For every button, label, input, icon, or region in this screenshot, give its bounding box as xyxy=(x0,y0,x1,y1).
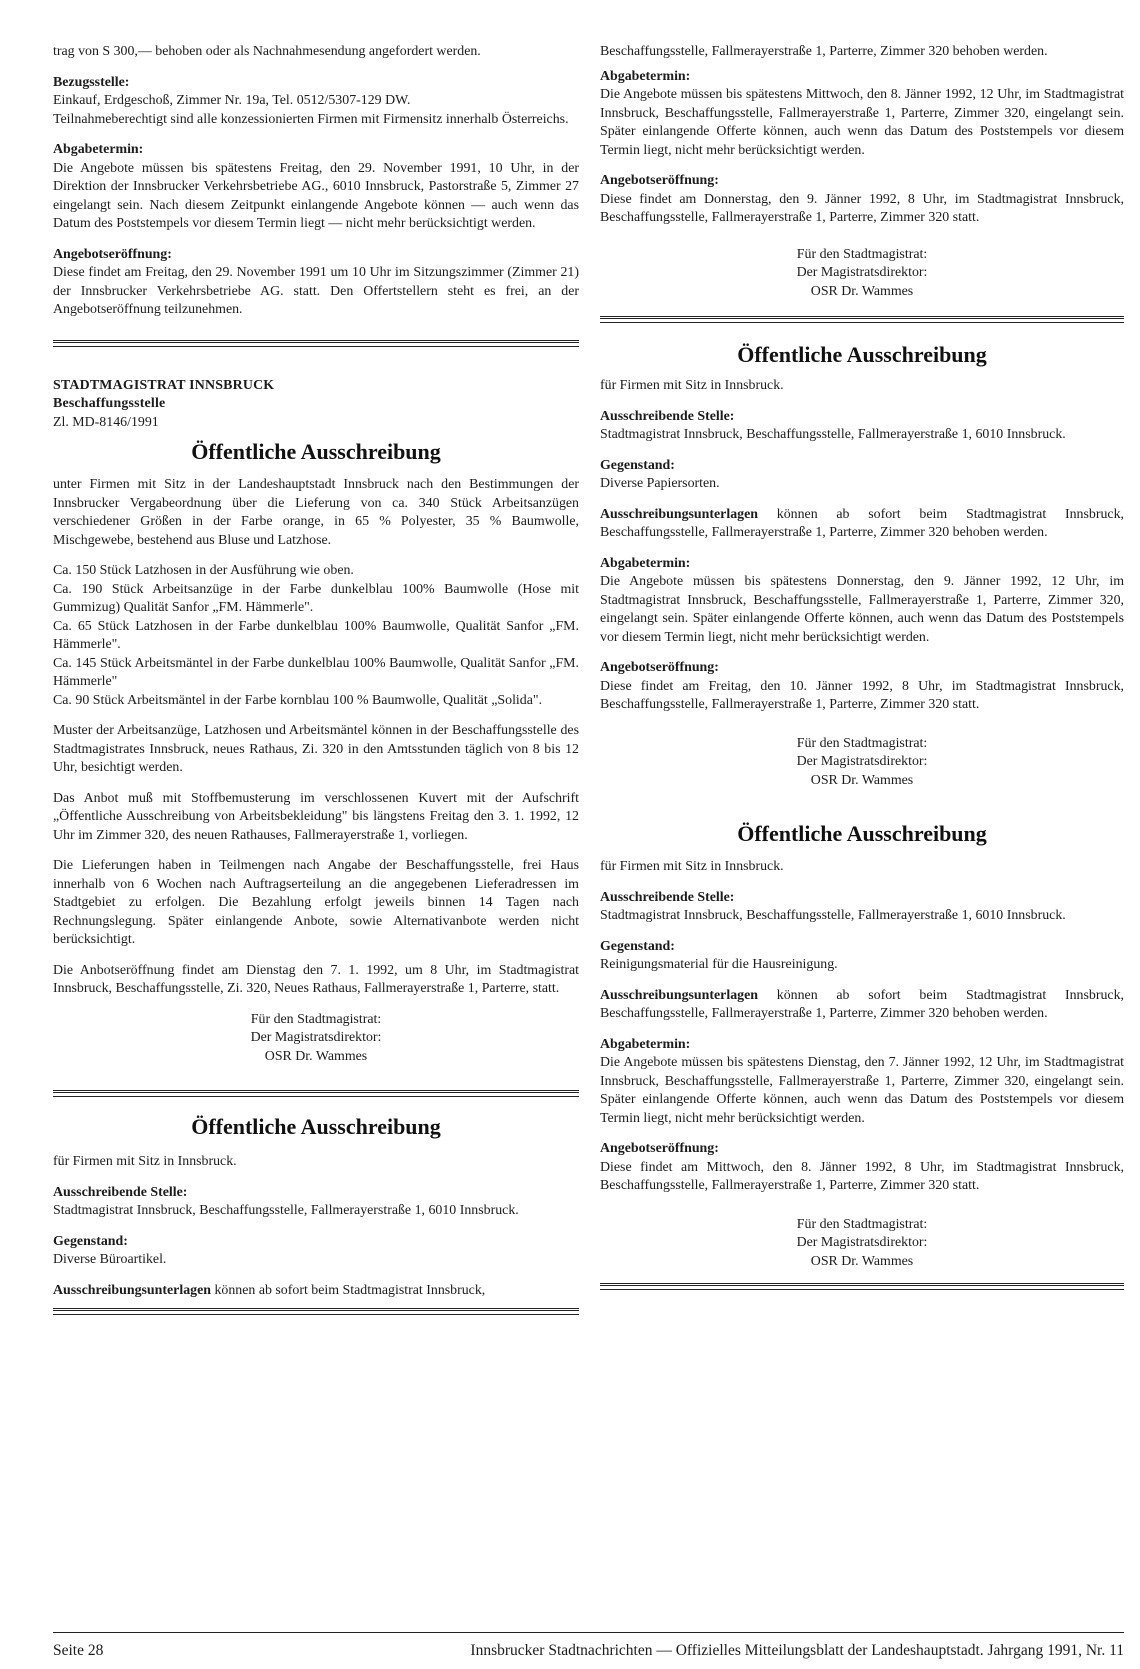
paragraph-muster: Muster der Arbeitsanzüge, Latzhosen und Arbeitsmäntel können in der Beschaffungsstelle des Stadtmagistrates Innsbruck, neues Rathaus, Zi. 320 in den Amtsstunden täglich von 8 bis 12 Uhr, besichtigt werden. xyxy=(53,723,579,775)
divider xyxy=(600,316,1124,323)
gegenstand-section xyxy=(53,1233,579,1270)
signature-line: Für den Stadtmagistrat: xyxy=(796,735,928,751)
signature-name: OSR Dr. Wammes xyxy=(810,1253,914,1269)
signature-name: OSR Dr. Wammes xyxy=(810,772,914,788)
section-text: Die Angebote müssen bis spätestens Dienstag, den 7. Jänner 1992, 12 Uhr, im Stadtmagistrat Innsbruck, Beschaffungsstelle, Fallmerayerstraße 1, Parterre, Zimmer 320, eingelangt sein. Später einlangende Offerte können, auch wenn das Datum des Poststempels vor diesem Termin liegt, nicht mehr berücksichtigt werden. xyxy=(600,1055,1124,1126)
section-text: Die Angebote müssen bis spätestens Donnerstag, den 9. Jänner 1992, 12 Uhr, im Stadtmagistrat Innsbruck, Beschaffungsstelle, Fallmerayerstraße 1, Parterre, Zimmer 320, eingelangt sein. Später einlangende Offerte können, auch wenn das Datum des Poststempels vor diesem Termin liegt, nicht mehr berücksichtigt werden. xyxy=(600,574,1124,645)
inline-text: können ab sofort beim Stadtmagistrat Innsbruck, Beschaffungsstelle, Fallmerayerstraße 1, Parterre, Zimmer 320 behoben werden. xyxy=(600,506,1124,540)
section-heading: Ausschreibende Stelle: xyxy=(600,408,735,424)
ausschreibende-stelle-section xyxy=(53,1184,579,1221)
notice-intro: für Firmen mit Sitz in Innsbruck. xyxy=(600,378,784,393)
notice-title: Öffentliche Ausschreibung xyxy=(737,342,987,367)
inline-heading: Ausschreibungsunterlagen xyxy=(600,987,758,1003)
page-number: Seite 28 xyxy=(53,1642,104,1659)
section-heading: Abgabetermin: xyxy=(600,555,691,571)
notice-title: Öffentliche Ausschreibung xyxy=(191,1114,441,1139)
section-heading: Bezugsstelle: xyxy=(53,74,130,90)
section-text: Stadtmagistrat Innsbruck, Beschaffungsstelle, Fallmerayerstraße 1, 6010 Innsbruck. xyxy=(53,1203,519,1218)
section-text: Diese findet am Donnerstag, den 9. Jänner 1992, 8 Uhr, im Stadtmagistrat Innsbruck, Beschaffungsstelle, Fallmerayerstraße 1, Parterre, Zimmer 320 statt. xyxy=(600,191,1124,225)
paragraph-anbotseroeffnung: Die Anbotseröffnung findet am Dienstag den 7. 1. 1992, um 8 Uhr, im Stadtmagistrat Innsbruck, Beschaffungsstelle, Zi. 320, Neues Rathaus, Fallmerayerstraße 1, Parterre, statt. xyxy=(53,962,579,996)
inline-heading: Ausschreibungsunterlagen xyxy=(600,506,758,522)
department-name: Beschaffungsstelle xyxy=(53,396,166,411)
section-text: Stadtmagistrat Innsbruck, Beschaffungsstelle, Fallmerayerstraße 1, 6010 Innsbruck. xyxy=(600,427,1066,442)
section-heading: Angebotseröffnung: xyxy=(600,173,719,188)
paragraph-lieferung: Die Lieferungen haben in Teilmengen nach Angabe der Beschaffungsstelle, frei Haus innerhalb von 6 Wochen nach Auftragserteilung an die angegebenen Lieferadressen im Stadtgebiet zu erfolgen. Die Bezahlung erfolgt jeweils binnen 14 Tagen nach Rechnungslegung. Später einlangende Anbote, sowie Alternativanbote werden nicht berücksichtigt. xyxy=(53,858,579,947)
section-text: Diverse Papiersorten. xyxy=(600,476,720,491)
list-item: Ca. 190 Stück Arbeitsanzüge in der Farbe dunkelblau 100% Baumwolle (Hose mit Gummizug) Qualität Sanfor „FM. Hämmerle". xyxy=(53,581,579,615)
angebotseroeffnung-section xyxy=(600,1140,1124,1196)
abgabetermin-section xyxy=(600,555,1124,648)
abgabetermin-section xyxy=(600,68,1124,161)
continued-text: trag von S 300,— behoben oder als Nachnahmesendung angefordert werden. xyxy=(53,44,481,59)
signature-block xyxy=(53,1011,579,1067)
footer-rule xyxy=(53,1632,1124,1633)
divider xyxy=(53,340,579,347)
signature-line: Für den Stadtmagistrat: xyxy=(796,246,928,262)
section-text: Diese findet am Freitag, den 29. November 1991 um 10 Uhr im Sitzungszimmer (Zimmer 21) der Innsbrucker Verkehrsbetriebe AG. statt. Den Offertstellern steht es frei, an der Angebotseröffnung teilzunehmen. xyxy=(53,265,579,317)
notice-title: Öffentliche Ausschreibung xyxy=(737,821,987,846)
angebotseroeffnung-section xyxy=(600,172,1124,228)
signature-block xyxy=(600,735,1124,791)
list-item: Ca. 145 Stück Arbeitsmäntel in der Farbe dunkelblau 100% Baumwolle, Qualität Sanfor „FM. Hämmerle" xyxy=(53,655,579,689)
ausschreibungsunterlagen-text xyxy=(600,987,1124,1024)
gegenstand-section xyxy=(600,457,1124,494)
section-text: Reinigungsmaterial für die Hausreinigung. xyxy=(600,957,838,972)
signature-line: Der Magistratsdirektor: xyxy=(796,265,928,280)
signature-line: Für den Stadtmagistrat: xyxy=(250,1011,382,1027)
section-text: Diese findet am Mittwoch, den 8. Jänner 1992, 8 Uhr, im Stadtmagistrat Innsbruck, Beschaffungsstelle, Fallmerayerstraße 1, Parterre, Zimmer 320 statt. xyxy=(600,1159,1124,1193)
organization-name: STADTMAGISTRAT INNSBRUCK xyxy=(53,377,275,393)
signature-name: OSR Dr. Wammes xyxy=(264,1048,368,1064)
reference-number: Zl. MD-8146/1991 xyxy=(53,414,159,430)
signature-line: Der Magistratsdirektor: xyxy=(796,754,928,769)
angebotseroeffnung-section xyxy=(53,246,579,320)
section-text: Die Angebote müssen bis spätestens Freitag, den 29. November 1991, 10 Uhr, in der Direktion der Innsbrucker Verkehrsbetriebe AG., 6010 Innsbruck, Pastorstraße 5, Zimmer 27 eingelangt sein. Nach diesem Zeitpunkt einlangende Angebote können — auch wenn das Datum des Poststempels vor diesem Termin liegt — nicht mehr berücksichtigt werden. xyxy=(53,160,579,231)
section-heading: Abgabetermin: xyxy=(53,142,144,157)
section-heading: Ausschreibende Stelle: xyxy=(53,1184,188,1200)
inline-text: können ab sofort beim Stadtmagistrat Innsbruck, xyxy=(210,1282,486,1298)
section-heading: Gegenstand: xyxy=(600,938,675,954)
abgabetermin-section xyxy=(53,141,579,234)
section-heading: Gegenstand: xyxy=(600,457,675,473)
gegenstand-section xyxy=(600,938,1124,975)
signature-line: Für den Stadtmagistrat: xyxy=(796,1216,928,1232)
notice-intro: für Firmen mit Sitz in Innsbruck. xyxy=(53,1154,237,1169)
section-text: Stadtmagistrat Innsbruck, Beschaffungsstelle, Fallmerayerstraße 1, 6010 Innsbruck. xyxy=(600,908,1066,923)
notice-title: Öffentliche Ausschreibung xyxy=(191,439,441,464)
paragraph-anbot: Das Anbot muß mit Stoffbemusterung im verschlossenen Kuvert mit der Aufschrift „Öffentliche Ausschreibung von Arbeitsbekleidung" bis längstens Freitag den 3. 1. 1992, 12 Uhr im Zimmer 320, des neuen Rathauses, Fallmerayerstraße 1, vorliegen. xyxy=(53,790,579,843)
section-text: Diese findet am Freitag, den 10. Jänner 1992, 8 Uhr, im Stadtmagistrat Innsbruck, Beschaffungsstelle, Fallmerayerstraße 1, Parterre, Zimmer 320 statt. xyxy=(600,678,1124,712)
ausschreibungsunterlagen-text xyxy=(53,1282,579,1301)
section-heading: Gegenstand: xyxy=(53,1233,128,1249)
left-column xyxy=(53,43,579,1315)
publication-line: Innsbrucker Stadtnachrichten — Offizielles Mitteilungsblatt der Landeshauptstadt. Jahrgang 1991, Nr. 11 xyxy=(470,1642,1124,1659)
divider xyxy=(53,1090,579,1097)
section-heading: Angebotseröffnung: xyxy=(53,246,172,262)
continued-text: Beschaffungsstelle, Fallmerayerstraße 1, Parterre, Zimmer 320 behoben werden. xyxy=(600,44,1048,59)
notice-intro: für Firmen mit Sitz in Innsbruck. xyxy=(600,859,784,874)
section-heading: Angebotseröffnung: xyxy=(600,660,719,675)
section-heading: Ausschreibende Stelle: xyxy=(600,889,735,905)
signature-line: Der Magistratsdirektor: xyxy=(250,1030,382,1045)
bezugsstelle-section xyxy=(53,74,579,130)
section-text: Die Angebote müssen bis spätestens Mittwoch, den 8. Jänner 1992, 12 Uhr, im Stadtmagistrat Innsbruck, Beschaffungsstelle, Fallmerayerstraße 1, Parterre, Zimmer 320, eingelangt sein. Später einlangende Offerte können, auch wenn das Datum des Poststempels vor diesem Termin liegt, nicht mehr berücksichtigt werden. xyxy=(600,87,1124,158)
page-footer xyxy=(53,1640,1124,1662)
ausschreibende-stelle-section xyxy=(600,889,1124,926)
item-list xyxy=(53,562,579,710)
ausschreibungsunterlagen-text xyxy=(600,506,1124,543)
section-text: Teilnahmeberechtigt sind alle konzessionierten Firmen mit Firmensitz innerhalb Österreichs. xyxy=(53,111,569,127)
list-item: Ca. 150 Stück Latzhosen in der Ausführung wie oben. xyxy=(53,563,354,578)
inline-text: können ab sofort beim Stadtmagistrat Innsbruck, Beschaffungsstelle, Fallmerayerstraße 1, Parterre, Zimmer 320 behoben werden. xyxy=(600,987,1124,1021)
ausschreibende-stelle-section xyxy=(600,408,1124,445)
section-heading: Abgabetermin: xyxy=(600,68,691,84)
notice-intro: unter Firmen mit Sitz in der Landeshauptstadt Innsbruck nach den Bestimmungen der Innsbrucker Vergabeordnung über die Lieferung von ca. 340 Stück Arbeitsanzügen verschiedener Größen in der Farbe orange, in 65 % Polyester, 35 % Baumwolle, Mischgewebe, bestehend aus Bluse und Latzhose. xyxy=(53,477,579,548)
signature-block xyxy=(600,1216,1124,1272)
section-text: Einkauf, Erdgeschoß, Zimmer Nr. 19a, Tel. 0512/5307-129 DW. xyxy=(53,93,411,108)
signature-block xyxy=(600,246,1124,302)
section-text: Diverse Büroartikel. xyxy=(53,1252,167,1267)
section-heading: Angebotseröffnung: xyxy=(600,1141,719,1156)
signature-line: Der Magistratsdirektor: xyxy=(796,1235,928,1250)
section-heading: Abgabetermin: xyxy=(600,1036,691,1052)
abgabetermin-section xyxy=(600,1036,1124,1129)
list-item: Ca. 65 Stück Latzhosen in der Farbe dunkelblau 100% Baumwolle, Qualität Sanfor „FM. Hämmerle". xyxy=(53,618,579,652)
right-column xyxy=(600,43,1124,1290)
signature-name: OSR Dr. Wammes xyxy=(810,283,914,299)
divider xyxy=(53,1308,579,1315)
inline-heading: Ausschreibungsunterlagen xyxy=(53,1282,211,1298)
divider xyxy=(600,1283,1124,1290)
list-item: Ca. 90 Stück Arbeitsmäntel in der Farbe kornblau 100 % Baumwolle, Qualität „Solida". xyxy=(53,692,543,708)
angebotseroeffnung-section xyxy=(600,659,1124,715)
